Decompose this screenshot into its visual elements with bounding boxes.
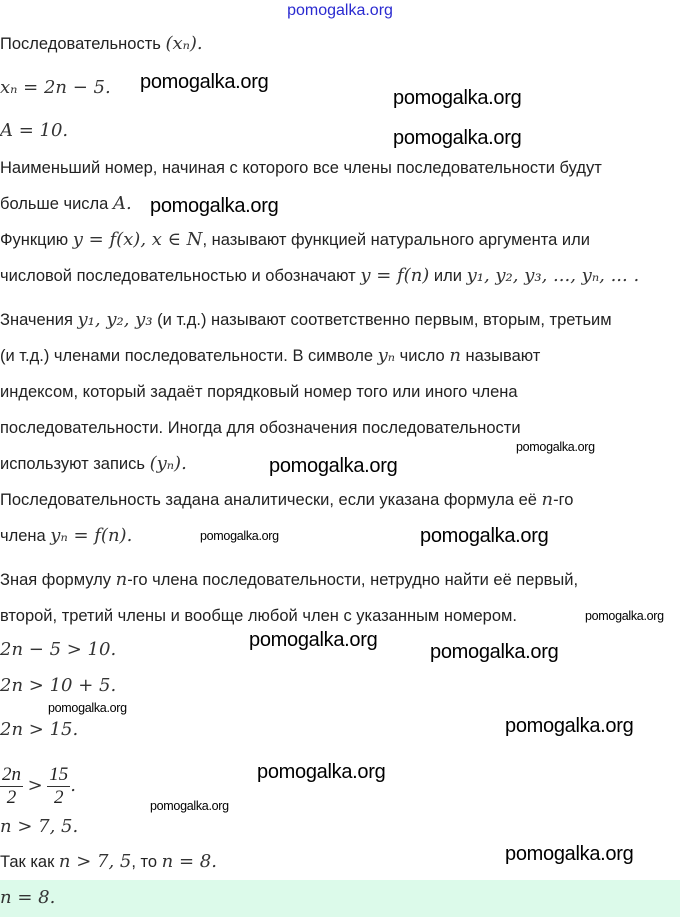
watermark: pomogalka.org: [200, 529, 279, 543]
math-expression: n > 7, 5: [58, 851, 132, 872]
math-expression: n > 7, 5.: [0, 816, 79, 837]
text-line: [0, 524, 132, 548]
math-expression: (xₙ).: [165, 33, 203, 54]
text-line: [0, 32, 203, 56]
text-segment: члена: [0, 527, 51, 545]
math-expression: 2n > 10 + 5.: [0, 675, 117, 696]
text-line: [0, 674, 116, 698]
operator: >: [27, 774, 43, 796]
math-expression: y = f(n): [360, 265, 430, 286]
fraction-left: [0, 764, 23, 809]
text-segment: Так как: [0, 853, 59, 871]
denominator: 2: [54, 787, 64, 808]
text-segment: последовательности. Иногда для обозначения последовательности: [0, 419, 521, 437]
text-line: [0, 380, 518, 404]
math-expression: A.: [112, 193, 132, 214]
numerator: 15: [49, 764, 69, 785]
text-line: [0, 568, 578, 592]
text-line: [0, 604, 517, 628]
text-segment: больше числа: [0, 195, 113, 213]
header-watermark: pomogalka.org: [287, 2, 393, 19]
math-expression: yₙ: [377, 345, 396, 366]
text-segment: используют запись: [0, 455, 150, 473]
text-segment: второй, третий члены и вообще любой член с указанным номером.: [0, 607, 517, 625]
watermark: pomogalka.org: [516, 440, 595, 454]
text-segment: или: [429, 267, 467, 285]
math-expression: n: [115, 569, 128, 590]
watermark: pomogalka.org: [393, 127, 522, 149]
text-line: [0, 718, 78, 742]
text-line: [0, 452, 187, 476]
text-segment: -го члена последовательности, нетрудно найти её первый,: [127, 571, 579, 589]
answer-box: [0, 880, 680, 917]
text-segment: число: [395, 347, 450, 365]
watermark: pomogalka.org: [257, 761, 386, 783]
text-line: [0, 416, 521, 440]
period: .: [70, 774, 77, 796]
watermark: pomogalka.org: [269, 455, 398, 477]
math-expression: n = 8.: [161, 851, 217, 872]
watermark: pomogalka.org: [249, 629, 378, 651]
denominator: 2: [6, 787, 17, 808]
answer-text: n = 8.: [0, 887, 56, 908]
text-segment: , то: [131, 853, 162, 871]
text-line: [0, 264, 639, 288]
text-segment: Значения: [0, 311, 78, 329]
math-expression: n: [541, 489, 554, 510]
watermark: pomogalka.org: [505, 843, 634, 865]
text-segment: -го: [553, 491, 574, 509]
fraction-line: [0, 764, 76, 809]
math-expression: y = f(x), x ∈ N: [72, 229, 203, 250]
text-line: [0, 308, 612, 332]
text-segment: числовой последовательностью и обозначают: [0, 267, 361, 285]
text-line: [0, 344, 540, 368]
text-segment: Зная формулу: [0, 571, 116, 589]
watermark: pomogalka.org: [48, 701, 127, 715]
math-expression: 2n − 5 > 10.: [0, 639, 117, 660]
text-segment: Наименьший номер, начиная с которого все члены последовательности будут: [0, 159, 602, 177]
watermark: pomogalka.org: [505, 715, 634, 737]
watermark: pomogalka.org: [150, 799, 229, 813]
math-expression: 2n > 15.: [0, 719, 79, 740]
watermark: pomogalka.org: [150, 195, 279, 217]
text-segment: , называют функцией натурального аргумента или: [202, 231, 590, 249]
text-line: [0, 850, 217, 874]
math-expression: y₁, y₂, y₃, ..., yₙ, ... .: [466, 265, 640, 286]
math-expression: y₁, y₂, y₃: [77, 309, 153, 330]
text-line: [0, 76, 111, 100]
text-line: [0, 192, 132, 216]
text-line: [0, 488, 573, 512]
text-segment: индексом, который задаёт порядковый номер того или иного члена: [0, 383, 518, 401]
text-segment: Функцию: [0, 231, 73, 249]
numerator: 2n: [2, 764, 21, 785]
watermark: pomogalka.org: [420, 525, 549, 547]
watermark: pomogalka.org: [430, 641, 559, 663]
math-expression: yₙ = f(n).: [50, 525, 133, 546]
math-expression: (yₙ).: [149, 453, 187, 474]
text-line: [0, 156, 602, 180]
text-segment: Последовательность: [0, 35, 166, 53]
text-segment: (и т.д.) членами последовательности. В символе: [0, 347, 378, 365]
math-expression: n: [449, 345, 461, 366]
watermark: pomogalka.org: [140, 71, 269, 93]
text-segment: Последовательность задана аналитически, если указана формула её: [0, 491, 542, 509]
watermark: pomogalka.org: [585, 609, 664, 623]
math-expression: xₙ = 2n − 5.: [0, 77, 111, 98]
fraction-right: [47, 764, 70, 809]
watermark: pomogalka.org: [393, 87, 522, 109]
text-line: [0, 119, 68, 143]
text-line: [0, 228, 590, 252]
text-segment: (и т.д.) называют соответственно первым, вторым, третьим: [152, 311, 612, 329]
text-line: [0, 638, 116, 662]
text-segment: называют: [460, 347, 541, 365]
text-line: [0, 815, 78, 839]
math-expression: A = 10.: [0, 120, 69, 141]
